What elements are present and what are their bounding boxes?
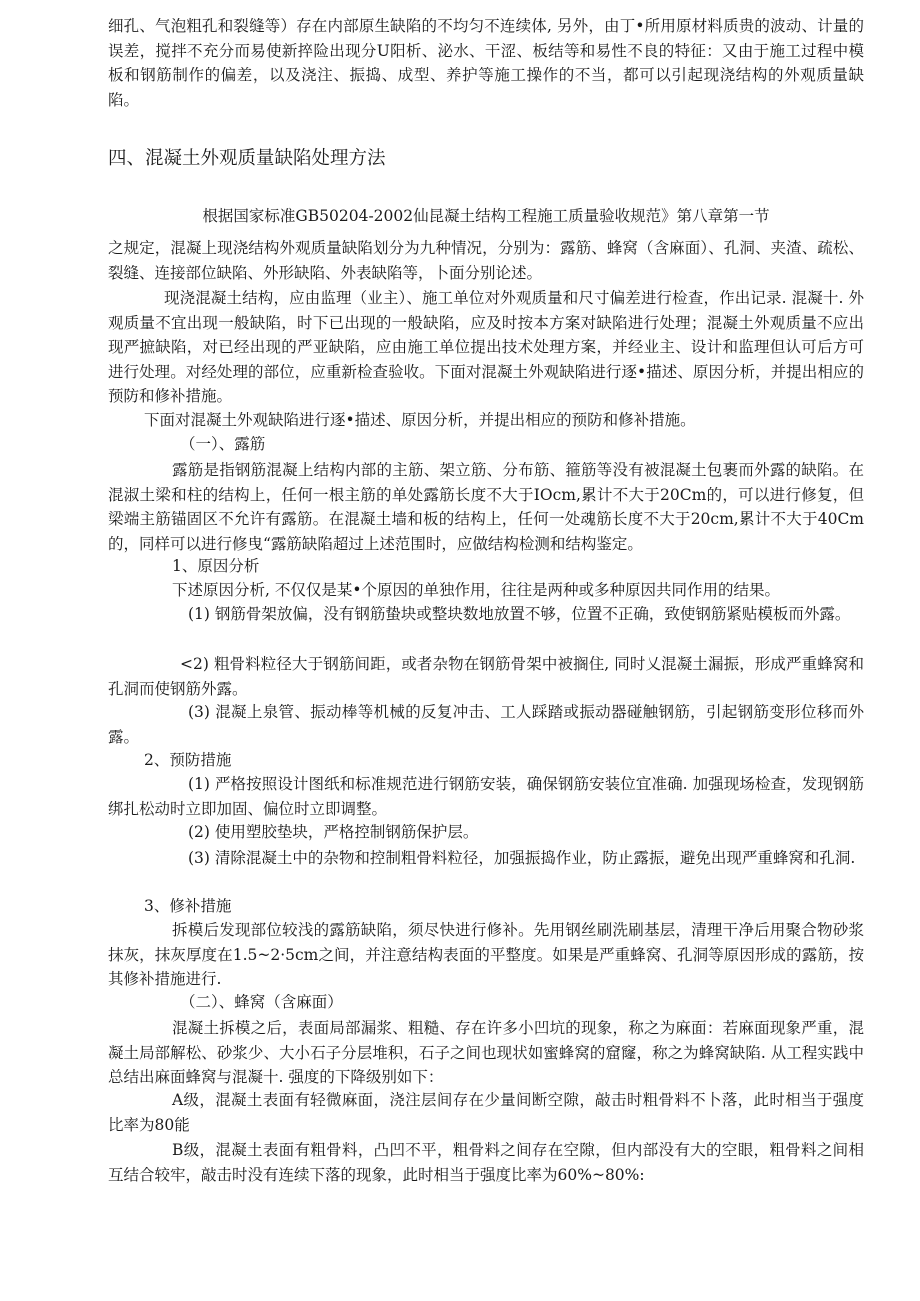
cause-intro: 下述原因分析, 不仅仅是某•个原因的单独作用，往往是两种或多种原因共同作用的结果。 [172,581,780,599]
cause-item-3: (3) 混凝上泉管、振动棒等机械的反复冲击、工人踩踏或振动器碰触钢筋，引起钢筋变形位移而外露。 [108,703,864,746]
grade-a-paragraph: A级，混凝土表面有轻微麻面，浇注层间存在少量间断空隙，敲击时粗骨料不卜落，此时相当于强度比率为80能 [108,1091,864,1134]
subsection-2-title: （二）、蜂窝（含麻面） [180,993,343,1011]
section-heading: 四、混凝土外观质量缺陷处理方法 [108,148,386,169]
cause-item-1: (1) 钢筋骨架放偏，没有钢筋蛰块或整块数地放置不够，位置不正确，致使钢筋紧贴模板而外露。 [188,605,851,623]
cause-title: 1、原因分析 [172,557,260,575]
repeat-paragraph: 下面对混凝土外观缺陷进行逐•描述、原因分析，并提出相应的预防和修补措施。 [144,411,696,429]
subsection-1-title: （一）、露筋 [180,435,266,453]
subsection-1-description: 露筋是指钢筋混凝上结构内部的主筋、架立筋、分布筋、箍筋等没有被混凝土包裹而外露的缺陷。在混淑土梁和柱的结构上，任何一根主筋的单处露筋长度不大于IOcm,累计不大于20Cm的，可以进行修复，但梁端主筋锚固区不允许有露筋。在混凝土墙和板的结构上，任何一处魂筋长度不大于20cm,累计不大于40Cm的，同样可以进行修曳“露筋缺陷超过上述范围时，应做结构检测和结构鉴定。 [108,461,864,553]
repair-title: 3、修补措施 [144,897,232,915]
prevent-item-1: (1) 严格按照设计图纸和标准规范进行钢筋安装，确保钢筋安装位宜准确. 加强现场检查，发现钢筋绑扎松动时立即加固、偏位时立即调整。 [108,775,864,818]
grade-b-paragraph: B级，混凝土表面有粗骨料，凸凹不平，粗骨料之间存在空隙，但内部没有大的空眼，粗骨料之间相互结合较牢，敲击时没有连续下落的现象，此时相当于强度比率为60%~80%: [108,1141,864,1184]
subsection-2-description: 混凝土拆模之后，表面局部漏浆、粗糙、存在许多小凹坑的现象，称之为麻面：若麻面现象严重，混凝土局部解松、砂浆少、大小石子分层堆积，石子之间也现状如蜜蜂窝的窟窿，称之为蜂窝缺陷. 从工程实践中总结出麻面蜂窝与混凝十. 强度的下降级别如下： [108,1019,864,1086]
repair-paragraph: 拆模后发现部位较浅的露筋缺陷，须尽快进行修补。先用钢丝刷洗刷基层，清理干净后用聚合物砂浆抹灰，抹灰厚度在1.5~2·5cm之间，并注意结构表面的平整度。如果是严重蜂窝、孔洞等原因形成的露筋，按其修补措施进行. [108,921,864,988]
prevent-item-2: (2) 使用塑胶垫块，严格控制钢筋保护层。 [188,823,479,841]
inspection-paragraph: 现浇混凝土结构，应由监理（业主）、施工单位对外观质量和尺寸偏差进行检查，作出记录. 混凝十. 外观质量不宜出现一般缺陷，时下已出现的一般缺陷，应及时按本方案对缺陷进行处理；混凝土外观质量不应出现严摭缺陷，对已经出现的严亚缺陷，应由施工单位提出技术处理方案，并经业主、设计和监理但认可后方可进行处理。对经处理的部位，应重新检查验收。下面对混凝土外观缺陷进行逐•描述、原因分析，并提出相应的预防和修补措施。 [108,289,864,405]
prevent-item-3: (3) 清除混凝土中的杂物和控制粗骨料粒径，加强振捣作业，防止露振，避免出现严重蜂窝和孔洞. [188,849,856,867]
standard-paragraph: 之规定，混凝上现浇结构外观质量缺陷划分为九种情况，分别为：露筋、蜂窝（含麻面）、孔洞、夹渣、疏松、裂缝、连接部位缺陷、外形缺陷、外表缺陷等，卜面分别论述。 [108,239,864,282]
standard-reference-line: 根据国家标准GB50204-2002仙昆凝土结构工程施工质量验收规范》第八章第一节 [202,207,770,225]
cause-item-2: <2) 粗骨料粒径大于钢筋间距，或者杂物在钢筋骨架中被搁住, 同时乂混凝土漏振，形成严重蜂窝和孔洞而使钢筋外露。 [108,655,864,698]
prevent-title: 2、预防措施 [144,751,232,769]
intro-paragraph: 细孔、气泡粗孔和裂缝等）存在内部原生缺陷的不均匀不连续体, 另外，由丁•所用原材料质贵的波动、计量的误差，搅拌不充分而易使新捽险出现分U阳析、泌水、干涩、板结等和易性不良的特征：又由于施工过程中模板和钢筋制作的偏差，以及浇注、振捣、成型、养护等施工操作的不当，都可以引起现浇结构的外观质量缺陷。 [108,17,864,109]
